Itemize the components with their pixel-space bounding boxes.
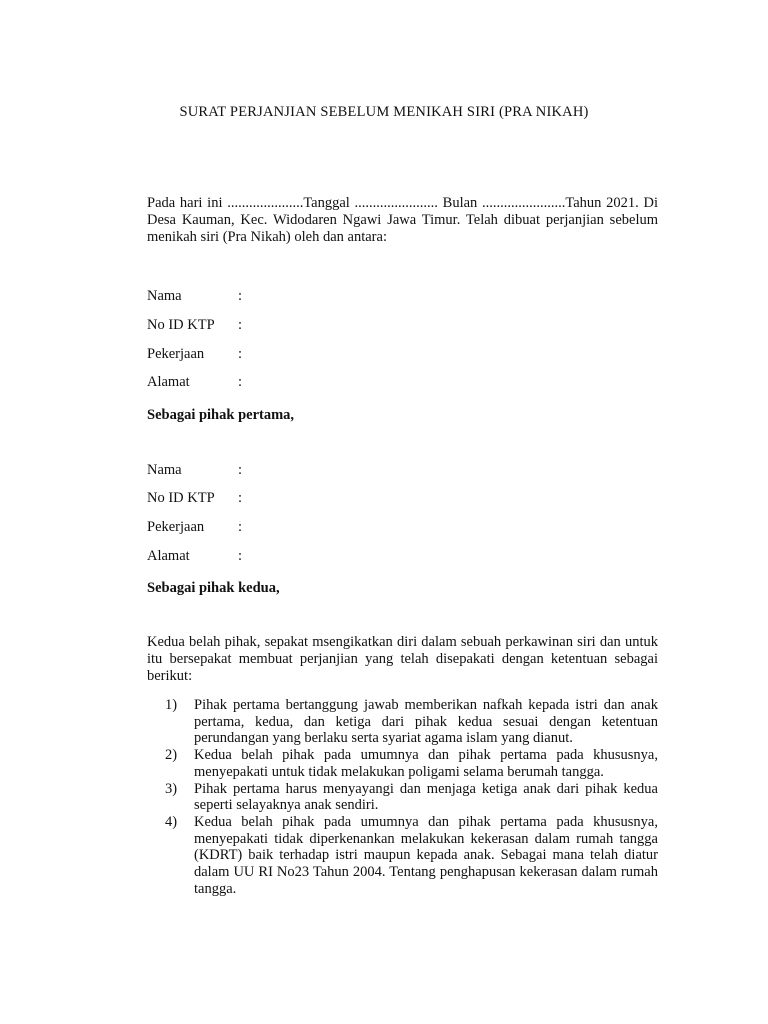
list-item <box>165 781 658 814</box>
field-colon: : <box>238 374 243 390</box>
field-label: Alamat <box>147 548 190 564</box>
field-label: Nama <box>147 288 182 304</box>
list-item-number: 1) <box>165 697 178 713</box>
field-label: No ID KTP <box>147 317 215 333</box>
field-label: Pekerjaan <box>147 346 205 362</box>
list-item-text: Kedua belah pihak pada umumnya dan pihak pertama pada khususnya, menyepakati untuk tidak melakukan poligami selama berumah tangga. <box>194 747 658 780</box>
list-item-number: 2) <box>165 747 178 764</box>
field-colon: : <box>238 346 243 362</box>
list-item-number: 3) <box>165 780 178 797</box>
field-label: Alamat <box>147 374 190 390</box>
list-item <box>165 814 658 898</box>
list-item-text: Kedua belah pihak pada umumnya dan pihak pertama pada khususnya, menyepakati tidak diperkenankan melakukan kekerasan dalam rumah tangga (KDRT) baik terhadap istri maupun kepada anak. Sebagai mana telah diatur dalam UU RI No23 Tahun 2004. Tentang penghapusan kekerasan dalam rumah tangga. <box>194 813 658 897</box>
list-item-number: 4) <box>165 813 178 830</box>
party-one-name-row <box>147 287 658 305</box>
field-label: No ID KTP <box>147 490 215 506</box>
field-colon: : <box>238 317 243 333</box>
party-two-ktp-row <box>147 489 658 507</box>
field-colon: : <box>238 490 243 506</box>
party-two-address-row <box>147 547 658 565</box>
field-colon: : <box>238 548 243 564</box>
party-two-job-row <box>147 518 658 536</box>
party-two-label: Sebagai pihak kedua, <box>147 580 280 596</box>
list-item-text: Pihak pertama harus menyayangi dan menjaga ketiga anak dari pihak kedua seperti selayaknya anak sendiri. <box>194 780 658 814</box>
agreement-intro-paragraph: Kedua belah pihak, sepakat msengikatkan diri dalam sebuah perkawinan siri dan untuk itu bersepakat membuat perjanjian yang telah disepakati dengan ketentuan sebagai berikut: <box>147 634 658 684</box>
party-two-name-row <box>147 461 658 479</box>
list-item <box>165 697 658 747</box>
party-one-job-row <box>147 345 658 363</box>
field-colon: : <box>238 519 243 535</box>
field-label: Pekerjaan <box>147 519 205 535</box>
field-colon: : <box>238 462 243 478</box>
party-one-ktp-row <box>147 316 658 334</box>
field-colon: : <box>238 288 243 304</box>
intro-paragraph: Pada hari ini .....................Tanggal ....................... Bulan .......................Tahun 2021. Di Desa Kauman, Kec. Widodaren Ngawi Jawa Timur. Telah dibuat perjanjian sebelum menikah siri (Pra Nikah) oleh dan antara: <box>147 195 658 245</box>
terms-list <box>165 697 658 897</box>
party-one-address-row <box>147 373 658 391</box>
field-label: Nama <box>147 462 182 478</box>
list-item-text: Pihak pertama bertanggung jawab memberikan nafkah kepada istri dan anak pertama, kedua, dan ketiga dari pihak kedua sesuai dengan ketentuan perundangan yang berlaku serta syariat agama islam yang dianut. <box>194 697 658 747</box>
list-item <box>165 747 658 780</box>
party-one-label: Sebagai pihak pertama, <box>147 407 295 423</box>
document-title: SURAT PERJANJIAN SEBELUM MENIKAH SIRI (PRA NIKAH) <box>179 104 589 120</box>
